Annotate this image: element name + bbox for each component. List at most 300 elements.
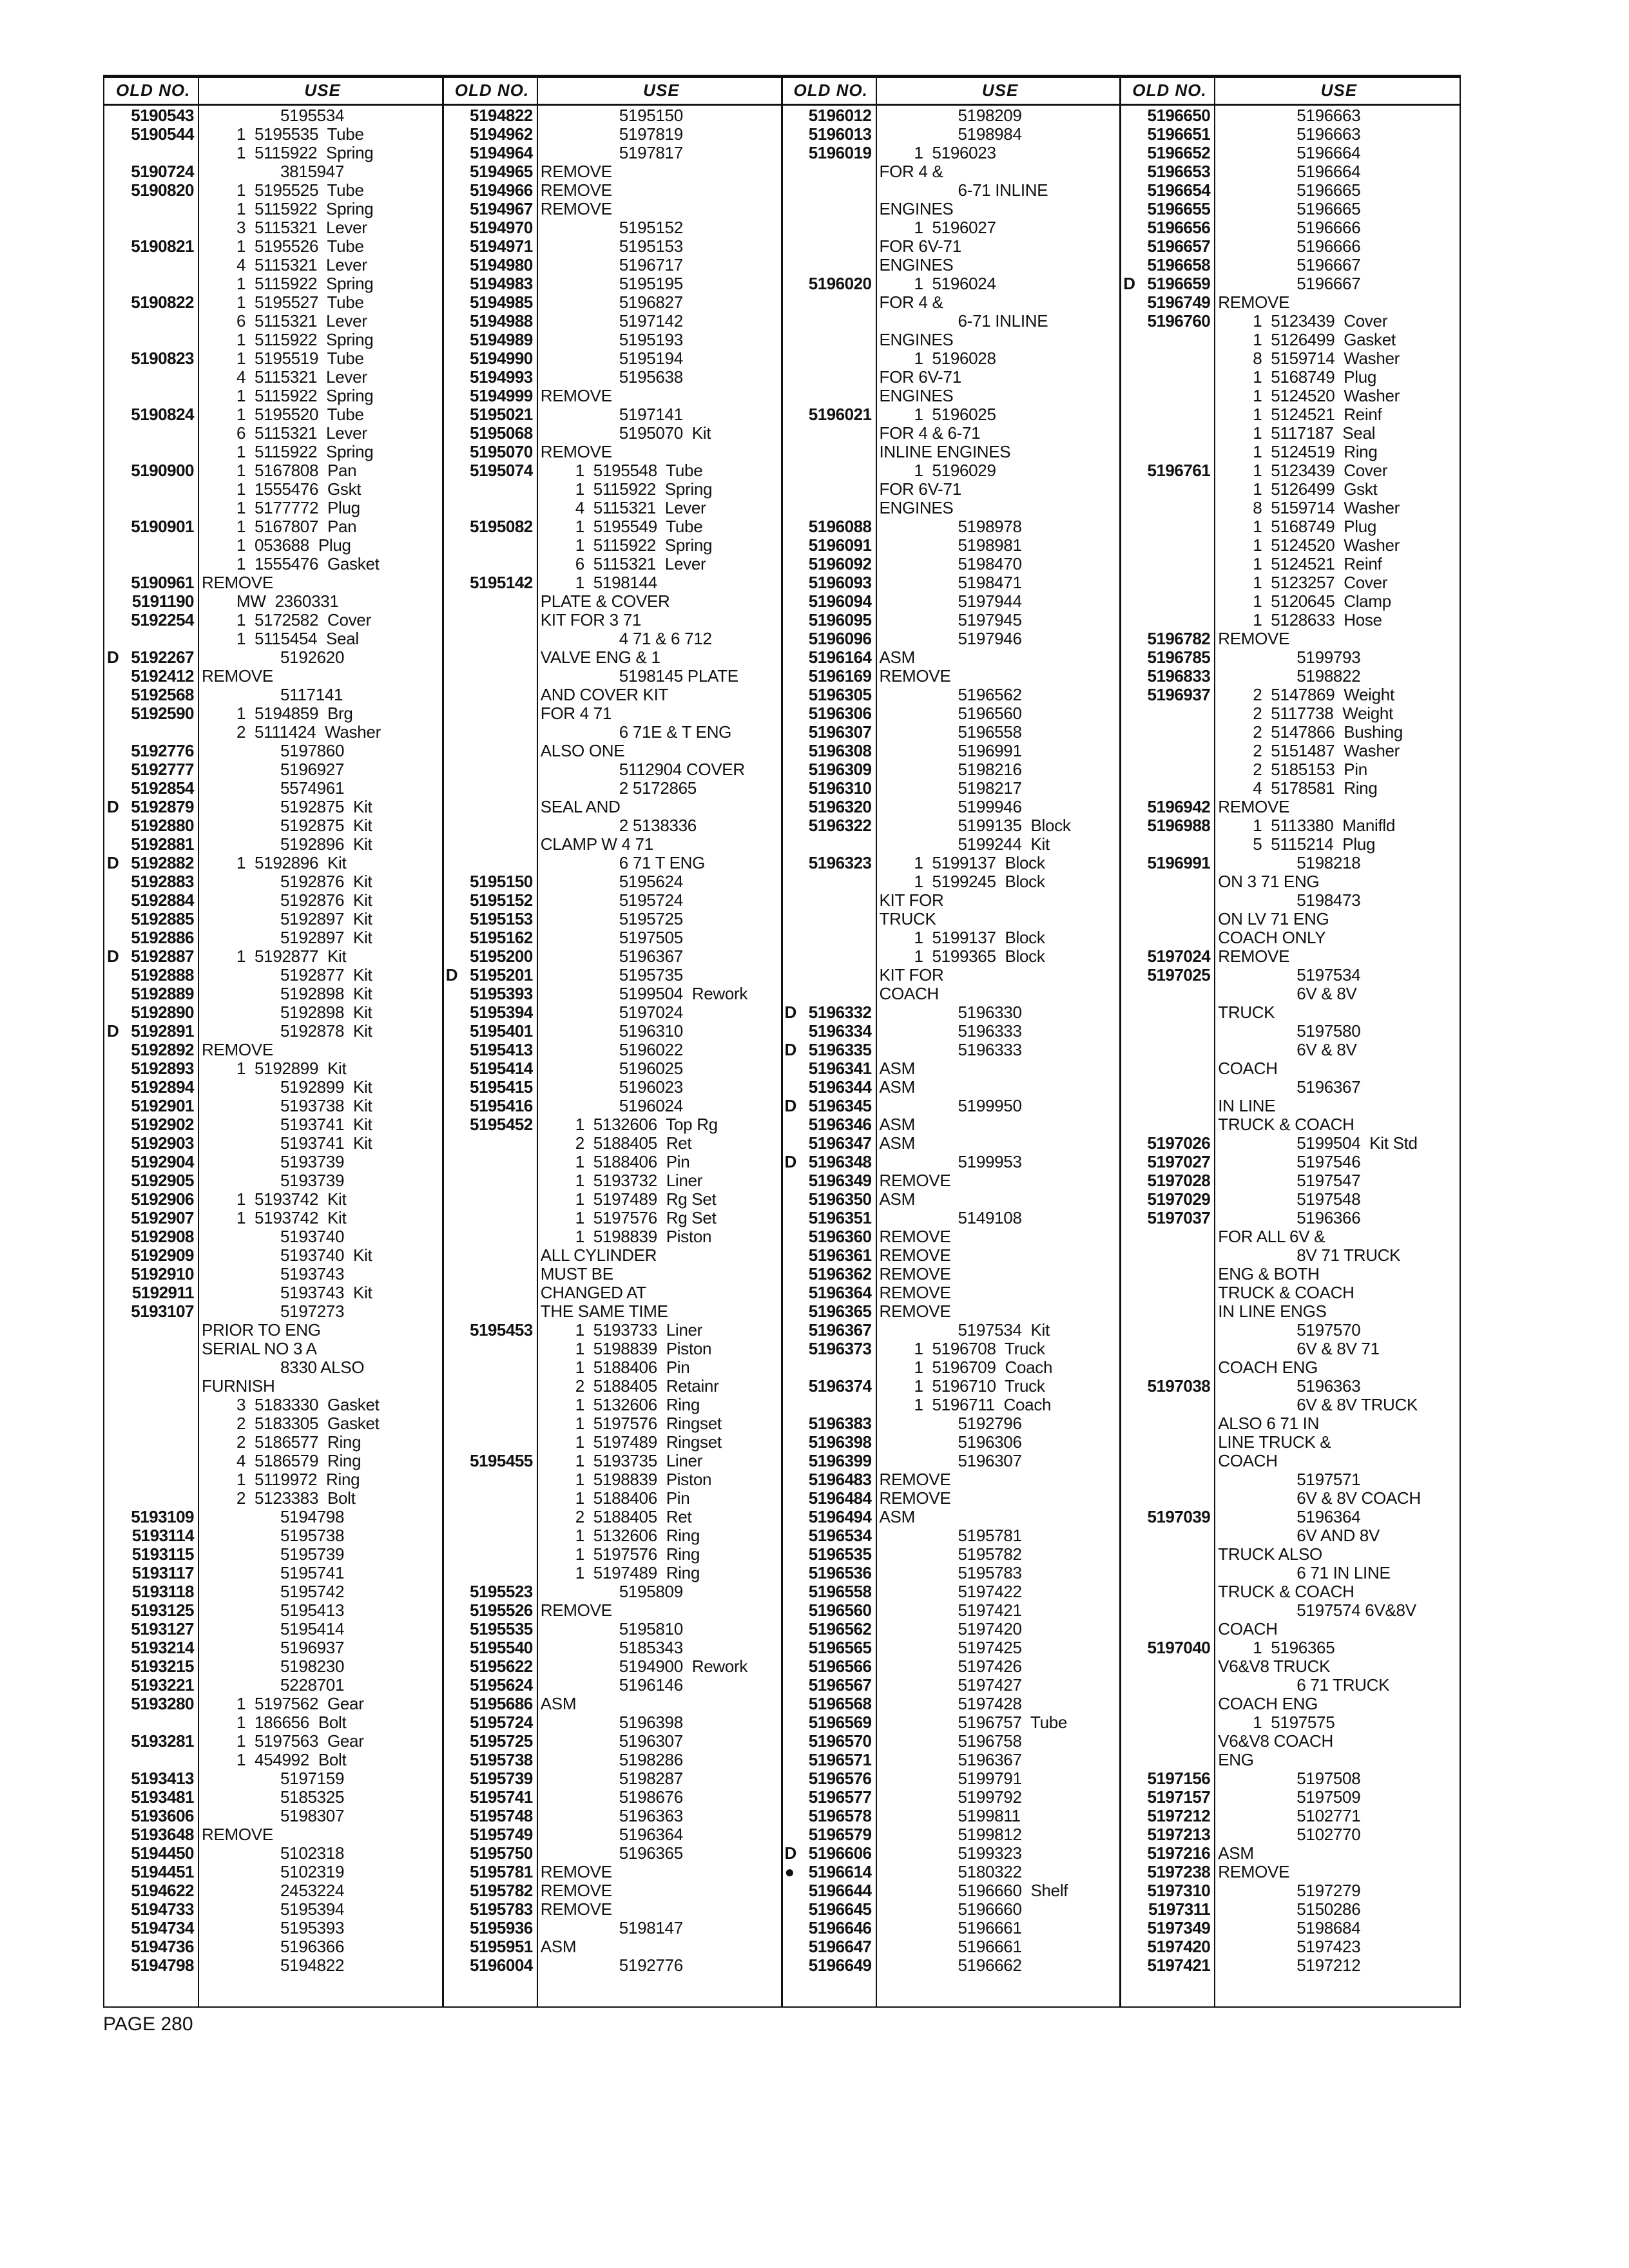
table-row: [104, 1657, 443, 1676]
use-entry: REMOVE: [540, 442, 612, 461]
table-row: [104, 1134, 443, 1153]
old-number: 5192894: [131, 1077, 194, 1097]
table-row: [782, 1919, 1121, 1937]
table-row: [1121, 1657, 1460, 1676]
old-number: 5191190: [131, 591, 194, 611]
table-row: [1121, 592, 1460, 611]
table-row: [1121, 1900, 1460, 1919]
discontinued-marker: D: [784, 1843, 797, 1863]
table-row: [782, 1508, 1121, 1526]
table-row: [1121, 629, 1460, 648]
use-entry: 2 5151487 Washer: [1253, 741, 1400, 760]
table-row: [104, 256, 443, 274]
table-row: [782, 910, 1121, 928]
use-entry: ON LV 71 ENG: [1218, 909, 1329, 928]
use-entry: 8330 ALSO: [280, 1358, 365, 1377]
use-entry: TRUCK & COACH: [1218, 1283, 1354, 1302]
use-entry: 5193741 Kit: [280, 1115, 372, 1134]
table-row: [104, 200, 443, 218]
table-row: [782, 1526, 1121, 1545]
use-entry: 5196717: [619, 255, 683, 274]
table-row: [443, 1863, 782, 1881]
use-entry: 5196146: [619, 1675, 683, 1695]
table-row: [1121, 200, 1460, 218]
table-row: [104, 1807, 443, 1825]
table-row: [443, 1302, 782, 1321]
use-entry: 1 5123439 Cover: [1253, 311, 1388, 331]
table-row: [1121, 1022, 1460, 1041]
table-row: [782, 629, 1121, 648]
use-entry: 5197534: [1296, 965, 1361, 985]
old-number: 5196349: [808, 1171, 872, 1190]
table-row: [782, 405, 1121, 424]
old-number: 5195201: [470, 965, 533, 985]
table-row: [782, 1377, 1121, 1396]
table-row: [1121, 686, 1460, 704]
table-row: [104, 592, 443, 611]
table-row: [443, 1526, 782, 1545]
old-number: 5196785: [1147, 648, 1211, 667]
table-row: [443, 1059, 782, 1078]
use-entry: 5192899 Kit: [280, 1077, 372, 1097]
use-entry: 1 5196709 Coach: [914, 1358, 1053, 1377]
use-entry: 5199323: [958, 1843, 1022, 1863]
use-entry: 5197945: [958, 610, 1022, 629]
table-row: [1121, 1414, 1460, 1433]
old-number: 5196653: [1147, 162, 1211, 181]
table-row: [104, 1377, 443, 1396]
old-number: 5190543: [131, 106, 194, 125]
table-row: [104, 162, 443, 181]
use-entry: TRUCK: [1218, 1003, 1275, 1022]
use-entry: 6-71 INLINE: [958, 180, 1048, 200]
table-row: [443, 1246, 782, 1265]
table-row: [104, 331, 443, 349]
use-entry: COACH: [1218, 1059, 1278, 1078]
old-number: 5196577: [808, 1787, 872, 1807]
table-row: [443, 1190, 782, 1209]
table-row: [104, 1881, 443, 1900]
table-row: [443, 1452, 782, 1470]
old-number: 5194993: [470, 367, 533, 387]
table-row: [1121, 798, 1460, 816]
use-entry: 1 5192896 Kit: [236, 853, 347, 872]
old-number: 5196988: [1147, 816, 1211, 835]
use-entry: ENG: [1218, 1750, 1254, 1769]
use-entry: 5195783: [958, 1563, 1022, 1582]
table-row: [1121, 1639, 1460, 1657]
use-entry: KIT FOR: [879, 965, 944, 985]
use-entry: 5180322: [958, 1862, 1022, 1881]
column-header: [1121, 78, 1460, 106]
old-number: 5193606: [131, 1806, 194, 1825]
old-number: 5195624: [470, 1675, 533, 1695]
table-row: [782, 1620, 1121, 1639]
table-row: [1121, 1919, 1460, 1937]
bullet-marker: ●: [784, 1862, 795, 1881]
table-row: [104, 1171, 443, 1190]
table-row: [1121, 1321, 1460, 1340]
use-entry: 1 5115454 Seal: [236, 629, 359, 648]
table-row: [104, 629, 443, 648]
table-row: [443, 629, 782, 648]
old-number: 5196332: [808, 1003, 872, 1022]
use-entry: 5197860: [280, 741, 345, 760]
table-row: [443, 405, 782, 424]
table-row: [1121, 573, 1460, 592]
old-number: 5194964: [470, 143, 533, 162]
use-entry: 4 71 & 6 712: [619, 629, 712, 648]
use-entry: 8 5159714 Washer: [1253, 498, 1400, 517]
use-entry: REMOVE: [540, 162, 612, 181]
old-number: 5196096: [808, 629, 872, 648]
old-number: 5193115: [131, 1544, 194, 1564]
old-number: 5196571: [808, 1750, 872, 1769]
table-row: [1121, 1489, 1460, 1508]
table-row: [443, 443, 782, 461]
table-row: [1121, 760, 1460, 779]
use-entry: 1 5198839 Piston: [575, 1470, 712, 1489]
table-row: [104, 648, 443, 667]
table-row: [104, 723, 443, 742]
use-entry: 5196666: [1296, 218, 1361, 237]
old-number: 5196655: [1147, 199, 1211, 218]
old-number: 5196483: [808, 1470, 872, 1489]
table-row: [443, 387, 782, 405]
use-entry: 5196363: [619, 1806, 683, 1825]
use-entry: 5192796: [958, 1414, 1022, 1433]
use-entry: TRUCK & COACH: [1218, 1115, 1354, 1134]
old-number: 5195781: [470, 1862, 533, 1881]
use-entry: 5196663: [1296, 124, 1361, 144]
table-row: [1121, 1134, 1460, 1153]
table-row: [443, 704, 782, 723]
old-number: 5192908: [131, 1227, 194, 1246]
old-no-header: OLD NO.: [793, 81, 868, 100]
old-number: 5196373: [808, 1339, 872, 1358]
use-entry: 1 5197489 Ringset: [575, 1432, 722, 1452]
table-row: [1121, 181, 1460, 200]
old-number: 5193648: [131, 1825, 194, 1844]
use-entry: 5112904 COVER: [619, 760, 745, 779]
table-row: [443, 1919, 782, 1937]
old-number: 5192883: [131, 872, 194, 891]
use-entry: 5196307: [619, 1731, 683, 1751]
table-row: [443, 1825, 782, 1844]
use-entry: ASM: [879, 648, 915, 667]
table-row: [782, 480, 1121, 499]
table-row: [104, 443, 443, 461]
use-entry: 1 5195527 Tube: [236, 293, 364, 312]
table-row: [1121, 499, 1460, 517]
old-number: 5196347: [808, 1133, 872, 1153]
table-row: [104, 499, 443, 517]
table-row: [1121, 1564, 1460, 1582]
old-number: 5192777: [131, 760, 194, 779]
use-entry: 1 5168749 Plug: [1253, 367, 1377, 387]
use-entry: 5196398: [619, 1713, 683, 1732]
table-row: [104, 1003, 443, 1022]
use-entry: 5196364: [1296, 1507, 1361, 1526]
table-row: [104, 1302, 443, 1321]
table-row: [782, 686, 1121, 704]
column-header: [443, 78, 782, 106]
use-entry: 5196664: [1296, 162, 1361, 181]
table-row: [1121, 1115, 1460, 1134]
table-row: [443, 480, 782, 499]
use-entry: 1 5132606 Ring: [575, 1395, 700, 1414]
table-row: [443, 1695, 782, 1713]
table-row: [782, 1134, 1121, 1153]
old-number: 5194451: [131, 1862, 194, 1881]
old-number: 5193281: [131, 1731, 194, 1751]
old-number: 5196335: [808, 1040, 872, 1059]
use-entry: 5197426: [958, 1657, 1022, 1676]
table-row: [1121, 461, 1460, 480]
old-number: 5195414: [470, 1059, 533, 1078]
use-entry: 2 5147866 Bushing: [1253, 722, 1403, 742]
table-row: [443, 144, 782, 162]
old-number: 5195738: [470, 1750, 533, 1769]
table-row: [443, 611, 782, 629]
use-entry: 5192877 Kit: [280, 965, 372, 985]
table-row: [443, 648, 782, 667]
table-row: [104, 461, 443, 480]
table-row: [1121, 1863, 1460, 1881]
use-entry: ENG & BOTH: [1218, 1264, 1320, 1283]
old-number: 5195749: [470, 1825, 533, 1844]
discontinued-marker: D: [784, 1152, 797, 1171]
table-row: [443, 1657, 782, 1676]
use-entry: 1 5168749 Plug: [1253, 517, 1377, 536]
old-number: 5194450: [131, 1843, 194, 1863]
old-number: 5194822: [470, 106, 533, 125]
use-entry: MW 2360331: [236, 591, 339, 611]
old-number: 5196095: [808, 610, 872, 629]
old-number: 5192881: [131, 834, 194, 854]
use-entry: 5196330: [958, 1003, 1022, 1022]
use-entry: REMOVE: [1218, 1862, 1290, 1881]
table-row: [782, 1003, 1121, 1022]
use-entry: 5197548: [1296, 1189, 1361, 1209]
use-entry: ASM: [540, 1694, 577, 1713]
table-row: [104, 274, 443, 293]
old-number: 5192892: [131, 1040, 194, 1059]
use-entry: 5198984: [958, 124, 1022, 144]
table-row: [782, 1190, 1121, 1209]
table-row: [104, 1209, 443, 1227]
table-row: [443, 667, 782, 686]
use-entry: 5198978: [958, 517, 1022, 536]
table-row: [782, 443, 1121, 461]
use-entry: 1 5167808 Pan: [236, 461, 357, 480]
old-number: 5196094: [808, 591, 872, 611]
table-row: [1121, 891, 1460, 910]
use-entry: 5196025: [619, 1059, 683, 1078]
use-entry: CLAMP W 4 71: [540, 834, 653, 854]
old-number: 5194962: [470, 124, 533, 144]
table-row: [782, 218, 1121, 237]
table-row: [443, 779, 782, 798]
old-number: 5196305: [808, 685, 872, 704]
table-row: [782, 1713, 1121, 1732]
use-entry: 5195809: [619, 1582, 683, 1601]
use-entry: 5197141: [619, 405, 683, 424]
table-row: [104, 1097, 443, 1115]
old-number: 5196020: [808, 274, 872, 293]
table-row: [443, 517, 782, 536]
table-row: [1121, 1713, 1460, 1732]
table-row: [104, 1863, 443, 1881]
column-group-2: [443, 78, 782, 2006]
use-entry: 5195150: [619, 106, 683, 125]
old-number: 5195162: [470, 928, 533, 947]
use-entry: 5198145 PLATE: [619, 666, 738, 686]
table-row: [104, 1695, 443, 1713]
table-row: [1121, 274, 1460, 293]
use-entry: 2 5188405 Ret: [575, 1507, 692, 1526]
table-row: [104, 181, 443, 200]
old-number: 5192267: [131, 648, 194, 667]
table-row: [782, 1657, 1121, 1676]
table-row: [782, 1844, 1121, 1863]
use-entry: 1 5194859 Brg: [236, 704, 353, 723]
old-number: 5192907: [131, 1208, 194, 1227]
old-number: 5196093: [808, 573, 872, 592]
old-number: 5196991: [1147, 853, 1211, 872]
table-row: [782, 144, 1121, 162]
use-entry: FOR ALL 6V &: [1218, 1227, 1325, 1246]
use-entry: 5197570: [1296, 1320, 1361, 1340]
table-row: [1121, 1807, 1460, 1825]
table-row: [104, 1620, 443, 1639]
use-entry: 1 5167807 Pan: [236, 517, 357, 536]
table-row: [782, 1097, 1121, 1115]
table-row: [443, 947, 782, 966]
use-entry: ENGINES: [879, 498, 954, 517]
table-row: [104, 1508, 443, 1526]
table-row: [782, 760, 1121, 779]
table-row: [104, 1358, 443, 1377]
use-entry: 5195782: [958, 1544, 1022, 1564]
table-row: [1121, 1358, 1460, 1377]
use-entry: 1 5124520 Washer: [1253, 535, 1400, 555]
table-row: [782, 1863, 1121, 1881]
table-row: [104, 424, 443, 443]
old-number: 5196021: [808, 405, 872, 424]
old-number: 5196494: [808, 1507, 872, 1526]
table-row: [1121, 1751, 1460, 1769]
table-row: [443, 218, 782, 237]
use-entry: COACH ONLY: [1218, 928, 1326, 947]
use-entry: REMOVE: [202, 666, 273, 686]
use-entry: TRUCK: [879, 909, 936, 928]
table-row: [104, 144, 443, 162]
old-number: 5196344: [808, 1077, 872, 1097]
table-row: [1121, 1937, 1460, 1956]
use-entry: 6 71E & T ENG: [619, 722, 732, 742]
old-number: 5193214: [131, 1638, 194, 1657]
use-entry: 4 5115321 Lever: [236, 367, 367, 387]
table-row: [1121, 1283, 1460, 1302]
old-number: 5196383: [808, 1414, 872, 1433]
table-row: [782, 1227, 1121, 1246]
use-entry: 5199792: [958, 1787, 1022, 1807]
table-row: [782, 1340, 1121, 1358]
use-entry: 5197024: [619, 1003, 683, 1022]
use-entry: ASM: [879, 1077, 915, 1097]
use-entry: COACH: [1218, 1451, 1278, 1470]
use-entry: 5185343: [619, 1638, 683, 1657]
old-number: 5196649: [808, 1956, 872, 1975]
use-entry: KIT FOR: [879, 890, 944, 910]
use-entry: 5150286: [1296, 1899, 1361, 1919]
use-entry: 5197427: [958, 1675, 1022, 1695]
use-entry: 5196333: [958, 1040, 1022, 1059]
table-row: [104, 387, 443, 405]
use-entry: 5192875 Kit: [280, 816, 372, 835]
use-entry: 1 5193742 Kit: [236, 1208, 347, 1227]
old-number: 5195150: [470, 872, 533, 891]
table-row: [104, 1937, 443, 1956]
table-row: [104, 1732, 443, 1751]
table-row: [782, 1171, 1121, 1190]
table-row: [1121, 1209, 1460, 1227]
use-entry: LINE TRUCK &: [1218, 1432, 1331, 1452]
use-entry: FOR 4 71: [540, 704, 612, 723]
table-row: [443, 985, 782, 1003]
use-entry: FOR 4 &: [879, 162, 943, 181]
table-row: [443, 910, 782, 928]
table-row: [104, 1321, 443, 1340]
old-number: 5192903: [131, 1133, 194, 1153]
table-row: [443, 1956, 782, 1975]
old-number: 5196351: [808, 1208, 872, 1227]
table-row: [443, 237, 782, 256]
old-number: 5197212: [1147, 1806, 1211, 1825]
use-entry: REMOVE: [879, 1171, 951, 1190]
old-number: 5196567: [808, 1675, 872, 1695]
use-entry: 1 5120645 Clamp: [1253, 591, 1391, 611]
use-entry: REMOVE: [879, 1245, 951, 1265]
use-entry: 5196660 Shelf: [958, 1881, 1068, 1900]
use-entry: 1 5188406 Pin: [575, 1488, 690, 1508]
use-entry: REMOVE: [540, 1899, 612, 1919]
use-entry: 5 5115214 Plug: [1253, 834, 1376, 854]
old-number: 5195416: [470, 1096, 533, 1115]
table-row: [782, 1751, 1121, 1769]
use-entry: REMOVE: [879, 1302, 951, 1321]
table-row: [443, 1769, 782, 1788]
table-row: [782, 985, 1121, 1003]
old-number: 5194980: [470, 255, 533, 274]
use-entry: 5195810: [619, 1619, 683, 1639]
use-entry: 8 5159714 Washer: [1253, 349, 1400, 368]
table-row: [1121, 1470, 1460, 1489]
use-entry: 5199953: [958, 1152, 1022, 1171]
old-number: 5195082: [470, 517, 533, 536]
old-number: 5196308: [808, 741, 872, 760]
use-entry: 5196667: [1296, 255, 1361, 274]
table-row: [1121, 293, 1460, 312]
table-row: [782, 1115, 1121, 1134]
table-row: [104, 611, 443, 629]
use-entry: 5196306: [958, 1432, 1022, 1452]
use-entry: 5197509: [1296, 1787, 1361, 1807]
old-number: 5195724: [470, 1713, 533, 1732]
use-entry: 1 5132606 Ring: [575, 1526, 700, 1545]
use-entry: 1 5196027: [914, 218, 996, 237]
